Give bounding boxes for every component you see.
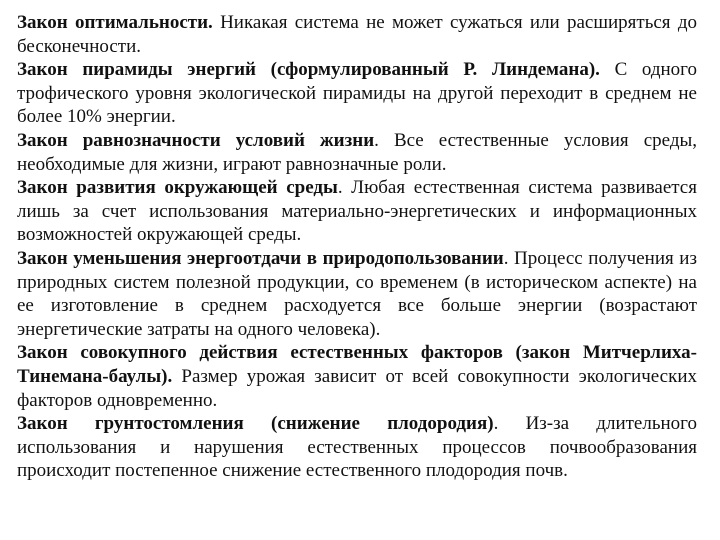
law-title: Закон равнозначности условий жизни [17,129,375,151]
law-energy-pyramid [17,58,697,129]
law-text: . Из-за длительного использования и нарушения естественных процессов почвообразования происходит постепенное снижение естественного плодородия почв. [17,413,697,482]
document-page [17,11,697,483]
law-soil-fatigue [17,412,697,483]
law-decreasing-energy-return [17,247,697,341]
law-equivalence-of-conditions [17,129,697,176]
law-title: Закон совокупного действия естественных факторов (закон Митчерлиха-Тинемана-баулы). [17,342,697,387]
law-text: Размер урожая зависит от всей совокупности экологических факторов одновременно. [17,365,697,411]
law-text: Никакая система не может сужаться или расширяться до бесконечности. [17,12,698,57]
law-title: Закон развития окружающей среды [17,177,338,199]
law-title: Закон пирамиды энергий (сформулированный Р. Линдемана). [17,59,600,81]
law-environment-development [17,176,697,247]
law-text: . Процесс получения из природных систем полезной продукции, со временем (в историческом аспекте) на ее изготовление в среднем расходуется все больше энергии (возрастают энергетические затраты на одного человека). [17,247,697,340]
law-text: . Все естественные условия среды, необходимые для жизни, играют равнозначные роли. [17,129,697,175]
law-combined-factors [17,341,697,412]
law-title: Закон грунтостомления (снижение плодородия) [17,413,494,435]
law-text: . Любая естественная система развивается лишь за счет использования материально-энергетических и информационных возможностей окружающей среды. [17,177,697,246]
law-title: Закон оптимальности. [17,12,213,33]
law-text: С одного трофического уровня экологической пирамиды на другой переходит в среднем не более 10% энергии. [17,59,698,128]
law-title: Закон уменьшения энергоотдачи в природопользовании [17,247,504,269]
law-optimality [17,11,697,58]
